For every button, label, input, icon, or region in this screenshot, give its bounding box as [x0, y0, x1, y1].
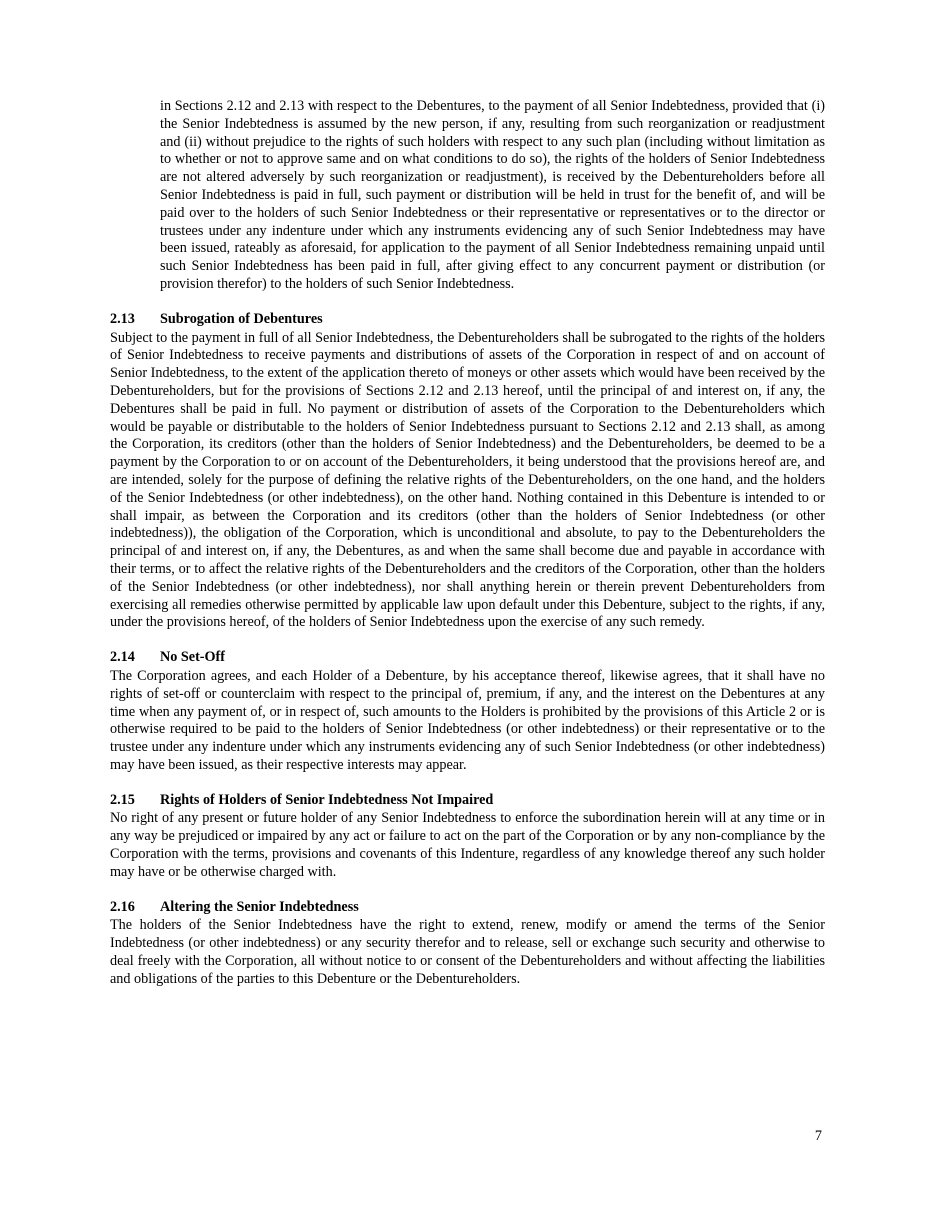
- section-subrogation-of-debentures: [110, 311, 825, 632]
- section-altering-the-senior-indebtedness: [110, 899, 825, 989]
- section-body: The holders of the Senior Indebtedness have the right to extend, renew, modify or amend the terms of the Senior Indebtedness (or other indebtedness) or any security therefor and to release, sell or exchange such security and otherwise to deal freely with the Corporation, all without notice to or consent of the Debentureholders and without affecting the liabilities and obligations of the parties to this Debenture or the Debentureholders.: [110, 917, 825, 987]
- section-number: 2.15: [110, 791, 135, 808]
- section-title: Altering the Senior Indebtedness: [160, 898, 359, 915]
- section-heading: [110, 792, 825, 810]
- section-title: Subrogation of Debentures: [160, 310, 323, 327]
- section-number: 2.13: [110, 310, 135, 327]
- page-number: 7: [814, 1128, 822, 1144]
- section-rights-of-holders-not-impaired: [110, 792, 825, 882]
- section-body: The Corporation agrees, and each Holder of a Debenture, by his acceptance thereof, likewise agrees, that it shall have no rights of set-off or counterclaim with respect to the principal of, premium, if any, and the interest on the Debentures at any time when any payment of, or in respect of, such amounts to the Holders is prohibited by the provisions of this Article 2 or is otherwise required to be paid to the holders of Senior Indebtedness (or other indebtedness) or their representative or to the trustee under any indenture under which any instruments evidencing any of such Senior Indebtedness (or other indebtedness) may have been issued, as their respective interests may appear.: [110, 667, 825, 773]
- section-heading: [110, 311, 825, 329]
- section-title: Rights of Holders of Senior Indebtedness Not Impaired: [160, 791, 494, 808]
- section-title: No Set-Off: [160, 649, 226, 666]
- continuation-paragraph: in Sections 2.12 and 2.13 with respect to the Debentures, to the payment of all Senior Indebtedness, provided that (i) the Senior Indebtedness is assumed by the new person, if any, resulting from such reorganization or readjustment and (ii) without prejudice to the rights of such holders with respect to any such plan (including without limitation as to whether or not to approve same and on what conditions to do so), the rights of the holders of Senior Indebtedness are not altered adversely by such reorganization or readjustment), is received by the Debentureholders before all Senior Indebtedness is paid in full, such payment or distribution will be held in trust for the benefit of, and will be paid over to the holders of such Senior Indebtedness or their representative or representatives or to the director or trustees under any indenture under which any instruments evidencing any of such Senior Indebtedness may have been issued, rateably as aforesaid, for application to the payment of all Senior Indebtedness remaining unpaid until such Senior Indebtedness has been paid in full, after giving effect to any concurrent payment or distribution (or provision therefor) to the holders of such Senior Indebtedness.: [160, 98, 825, 292]
- section-no-set-off: [110, 649, 825, 775]
- section-number: 2.14: [110, 649, 135, 666]
- section-body: Subject to the payment in full of all Senior Indebtedness, the Debentureholders shall be subrogated to the rights of the holders of Senior Indebtedness to receive payments and distributions of assets of the Corporation in respect of and on account of Senior Indebtedness, to the extent of the application thereto of moneys or other assets which would have been received by the Debentureholders, but for the provisions of Sections 2.12 and 2.13 hereof, until the principal of and interest on, if any, the Debentures shall be paid in full. No payment or distribution of assets of the Corporation to the Debentureholders which would be payable or distributable to the holders of Senior Indebtedness pursuant to Sections 2.12 and 2.13 shall, as among the Corporation, its creditors (other than the holders of Senior Indebtedness) and the Debentureholders, be deemed to be a payment by the Corporation to or on account of the Debentureholders, it being understood that the provisions hereof are, and are intended, solely for the purpose of defining the relative rights of the Debentureholders, on the one hand, and the holders of the Senior Indebtedness (or other indebtedness), on the other hand. Nothing contained in this Debenture is intended to or shall impair, as between the Corporation and its creditors (other than the holders of Senior Indebtedness (or other indebtedness)), the obligation of the Corporation, which is unconditional and absolute, to pay to the Debentureholders the principal of and interest on, if any, the Debentures, as and when the same shall become due and payable in accordance with their terms, or to affect the relative rights of the Debentureholders and the creditors of the Corporation, other than the holders of the Senior Indebtedness (or other indebtedness), nor shall anything herein or therein prevent Debentureholders from exercising all remedies otherwise permitted by applicable law upon default under this Debenture, subject to the rights, if any, under the provisions hereof, of the holders of Senior Indebtedness upon the exercise of any such remedy.: [110, 329, 825, 631]
- section-number: 2.16: [110, 898, 135, 915]
- section-body: No right of any present or future holder of any Senior Indebtedness to enforce the subordination herein will at any time or in any way be prejudiced or impaired by any act or failure to act on the part of the Corporation or by any non-compliance by the Corporation with the terms, provisions and covenants of this Indenture, regardless of any knowledge thereof any such holder may have or be otherwise charged with.: [110, 810, 825, 880]
- section-heading: [110, 899, 825, 917]
- document-text-column: [110, 98, 825, 989]
- section-heading: [110, 649, 825, 667]
